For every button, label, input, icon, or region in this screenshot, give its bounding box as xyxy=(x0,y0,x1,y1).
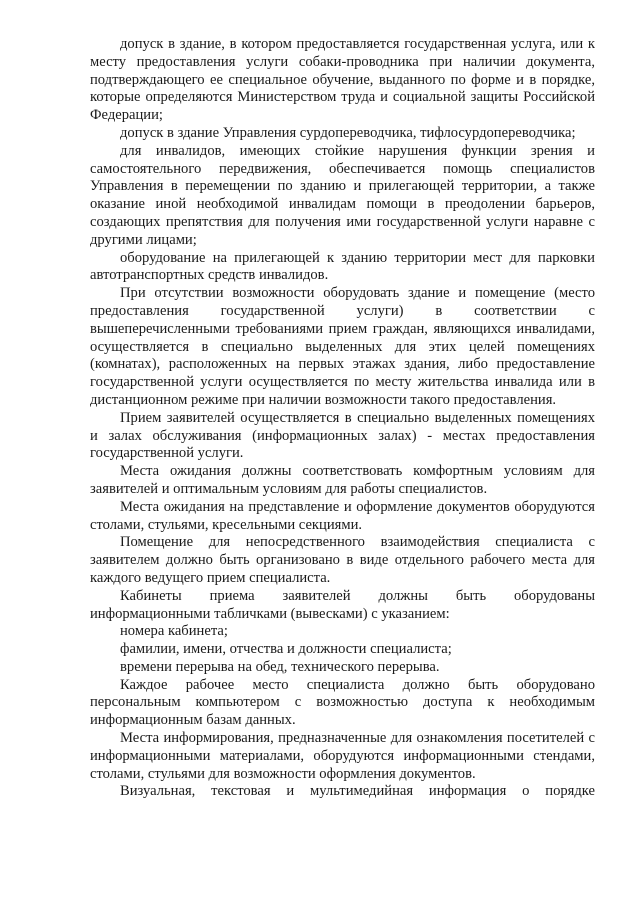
paragraph: При отсутствии возможности оборудовать здание и помещение (место предоставления государственной услуги) в соответствии с вышеперечисленными требованиями прием граждан, являющихся инвалидами, осуществляется в специально выделенных для этих целей помещениях (комнатах), расположенных на первых этажах здания, либо предоставление государственной услуги осуществляется по месту жительства инвалида или в дистанционном режиме при наличии возможности такого предоставления. xyxy=(90,285,595,408)
paragraph: Кабинеты приема заявителей должны быть оборудованы информационными табличками (вывесками) с указанием: xyxy=(90,587,595,622)
paragraph: Прием заявителей осуществляется в специально выделенных помещениях и залах обслуживания (информационных залах) - местах предоставления государственной услуги. xyxy=(90,409,595,462)
list-item: фамилии, имени, отчества и должности специалиста; xyxy=(120,641,452,658)
paragraph: Места ожидания должны соответствовать комфортным условиям для заявителей и оптимальным условиям для работы специалистов. xyxy=(90,463,595,497)
paragraph: для инвалидов, имеющих стойкие нарушения функции зрения и самостоятельного передвижения, обеспечивается помощь специалистов Управления в перемещении по зданию и прилегающей территории, а также оказание иной необходимой инвалидам помощи в преодолении барьеров, создающих препятствия для получения ими государственной услуги наравне с другими лицами; xyxy=(90,142,595,248)
paragraph: Места информирования, предназначенные для ознакомления посетителей с информационными материалами, оборудуются информационными стендами, столами, стульями для возможности оформления документов. xyxy=(90,730,595,782)
paragraph: Каждое рабочее место специалиста должно быть оборудовано персональным компьютером с возможностью доступа к необходимым информационным базам данных. xyxy=(90,676,595,729)
paragraph: Визуальная, текстовая и мультимедийная информация о порядке xyxy=(120,783,595,800)
list-item: номера кабинета; xyxy=(120,623,228,640)
paragraph: оборудование на прилегающей к зданию территории мест для парковки автотранспортных средств инвалидов. xyxy=(90,249,595,284)
paragraph: Места ожидания на представление и оформление документов оборудуются столами, стульями, кресельными секциями. xyxy=(90,498,595,533)
paragraph: допуск в здание Управления сурдопереводчика, тифлосурдопереводчика; xyxy=(120,124,576,141)
paragraph: Помещение для непосредственного взаимодействия специалиста с заявителем должно быть организовано в виде отдельного рабочего места для каждого ведущего прием специалиста. xyxy=(90,534,595,586)
paragraph: допуск в здание, в котором предоставляется государственная услуга, или к месту предоставления услуги собаки-проводника при наличии документа, подтверждающего ее специальное обучение, выданного по форме и в порядке, которые определяются Министерством труда и социальной защиты Российской Федерации; xyxy=(90,36,595,124)
document-body xyxy=(90,36,595,801)
list-item: времени перерыва на обед, технического перерыва. xyxy=(120,658,440,675)
